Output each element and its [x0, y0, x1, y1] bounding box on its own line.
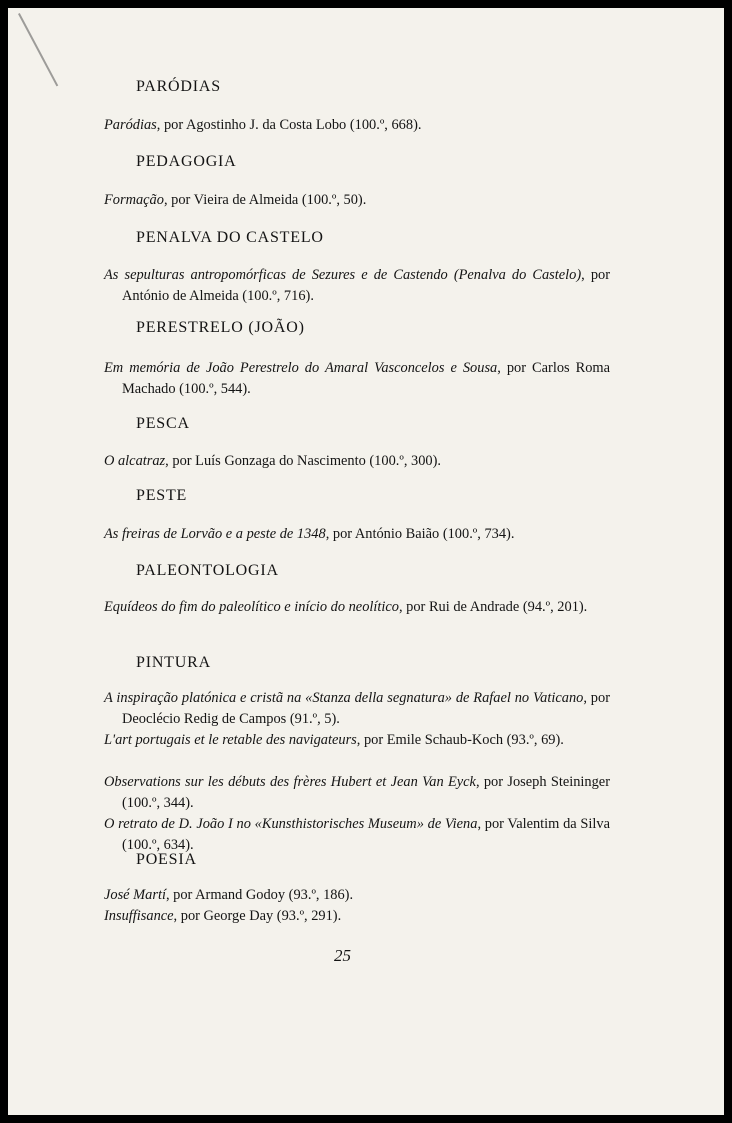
- section-heading-perestrelo: PERESTRELO (JOÃO): [136, 319, 305, 336]
- entry-title: As sepulturas antropomórficas de Sezures e de Castendo (Penalva do Castelo): [104, 267, 582, 283]
- entry-title: A inspiração platónica e cristã na «Stanza della segnatura» de Rafael no Vaticano: [104, 690, 584, 706]
- section-heading-pesca: PESCA: [136, 415, 190, 432]
- bibliography-entry: [104, 190, 610, 211]
- section-heading-parodias: PARÓDIAS: [136, 78, 221, 95]
- entry-title: Formação: [104, 192, 164, 208]
- bibliography-entry: [104, 597, 610, 618]
- entry-title: O alcatraz: [104, 453, 166, 469]
- entry-author-ref: , por Armand Godoy (93.º, 186).: [165, 887, 354, 903]
- entry-title: Insuffisance: [104, 908, 174, 924]
- bibliography-entry: [104, 358, 610, 400]
- bibliography-entry: [104, 265, 610, 307]
- bibliography-entry: [104, 730, 610, 751]
- entry-author-ref: , por Deoclécio Redig de Campos (91.º, 5).: [122, 690, 610, 727]
- entry-author-ref: , por Rui de Andrade (94.º, 201).: [398, 599, 588, 615]
- bibliography-entry: [104, 906, 610, 927]
- entry-title: Observations sur les débuts des frères Hubert et Jean Van Eyck: [104, 774, 476, 790]
- section-heading-peste: PESTE: [136, 487, 188, 504]
- bibliography-entry: [104, 772, 610, 814]
- entry-author-ref: , por Emile Schaub-Koch (93.º, 69).: [356, 732, 564, 748]
- entry-title: O retrato de D. João I no «Kunsthistorisches Museum» de Viena: [104, 816, 478, 832]
- section-heading-pedagogia: PEDAGOGIA: [136, 153, 237, 170]
- bibliography-entry: [104, 688, 610, 730]
- bibliography-entry: [104, 115, 610, 136]
- bibliography-entry: [104, 451, 610, 472]
- entry-title: Equídeos do fim do paleolítico e início do neolítico: [104, 599, 399, 615]
- entry-author-ref: , por Vieira de Almeida (100.º, 50).: [163, 192, 367, 208]
- entry-author-ref: , por Valentim da Silva (100.º, 634).: [122, 816, 610, 853]
- entry-title: L'art portugais et le retable des navigateurs: [104, 732, 357, 748]
- bibliography-entry: [104, 814, 610, 856]
- entry-author-ref: , por Joseph Steininger (100.º, 344).: [122, 774, 610, 811]
- section-heading-penalva-do-castelo: PENALVA DO CASTELO: [136, 229, 324, 246]
- entry-author-ref: , por Luís Gonzaga do Nascimento (100.º, 300).: [165, 453, 441, 469]
- section-heading-pintura: PINTURA: [136, 654, 211, 671]
- scan-artifact-line: [18, 13, 58, 86]
- section-heading-poesia: POESIA: [136, 851, 197, 868]
- bibliography-entry: [104, 885, 610, 906]
- section-heading-paleontologia: PALEONTOLOGIA: [136, 562, 279, 579]
- entry-title: Em memória de João Perestrelo do Amaral Vasconcelos e Sousa: [104, 360, 498, 376]
- entry-author-ref: , por António Baião (100.º, 734).: [325, 526, 515, 542]
- page-number: 25: [334, 946, 351, 965]
- document-page: [8, 8, 724, 1115]
- entry-title: José Martí: [104, 887, 166, 903]
- entry-author-ref: , por George Day (93.º, 291).: [173, 908, 342, 924]
- entry-author-ref: , por António de Almeida (100.º, 716).: [122, 267, 610, 304]
- entry-title: Paródias: [104, 117, 157, 133]
- bibliography-entry: [104, 524, 610, 545]
- entry-author-ref: , por Agostinho J. da Costa Lobo (100.º, 668).: [156, 117, 422, 133]
- entry-title: As freiras de Lorvão e a peste de 1348: [104, 526, 326, 542]
- entry-author-ref: , por Carlos Roma Machado (100.º, 544).: [122, 360, 610, 397]
